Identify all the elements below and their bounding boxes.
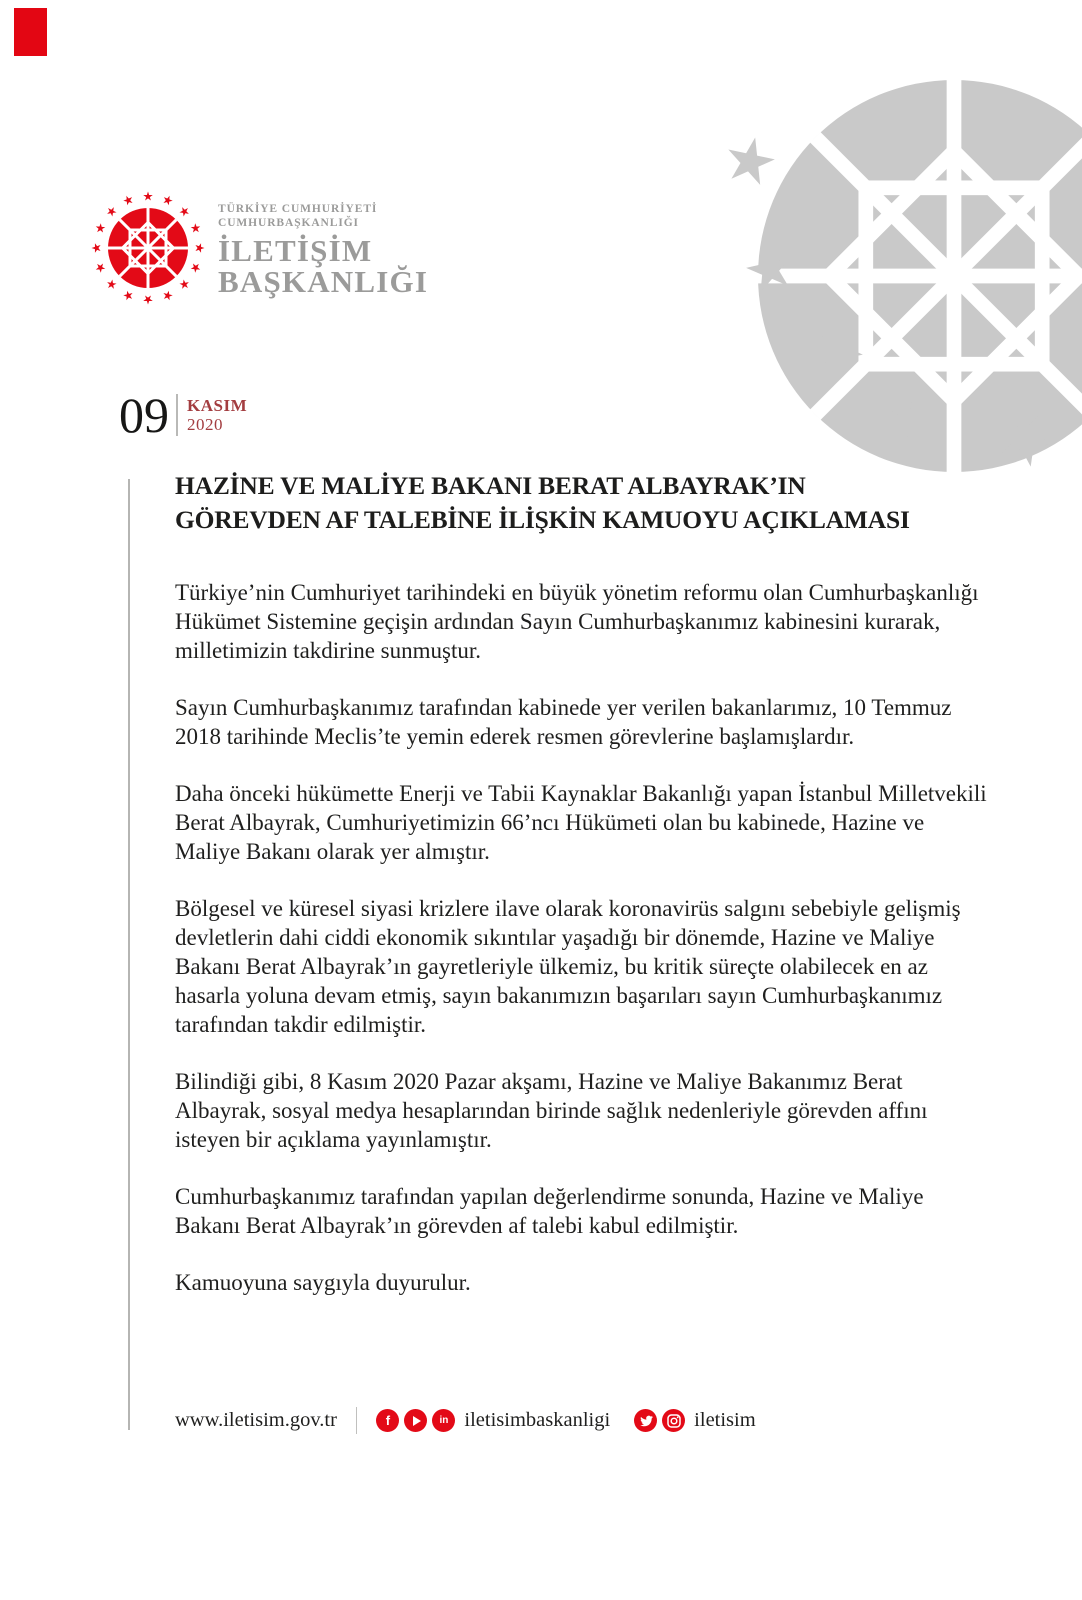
instagram-icon[interactable] [662, 1409, 685, 1432]
org-large-line2: BAŞKANLIĞI [218, 264, 429, 299]
footer-divider [356, 1407, 358, 1434]
body-paragraph: Bölgesel ve küresel siyasi krizlere ilave olarak koronavirüs salgını sebebiyle gelişmiş devletlerin dahi ciddi ekonomik sıkıntılar yaşadığı bir dönemde, Hazine ve Maliye Bakanı Berat Albayrak’ın gayretleriyle ülkemiz, bu kritik süreçte olabilecek en az hasarla yoluna devam etmiş, sayın bakanımızın başarıları sayın Cumhurbaşkanımız tarafından takdir edilmiştir. [175, 896, 961, 1037]
facebook-icon[interactable]: f [376, 1409, 399, 1432]
org-small-line2: CUMHURBAŞKANLIĞI [218, 216, 359, 229]
body-paragraph: Sayın Cumhurbaşkanımız tarafından kabinede yer verilen bakanlarımız, 10 Temmuz 2018 tarihinde Meclis’te yemin ederek resmen görevlerine başlamışlardır. [175, 695, 952, 749]
date-divider [176, 394, 178, 436]
watermark-emblem [650, 0, 1082, 500]
closing-line: Kamuoyuna saygıyla duyurulur. [175, 1270, 471, 1295]
twitter-icon[interactable] [634, 1409, 657, 1432]
body-paragraph: Daha önceki hükümette Enerji ve Tabii Kaynaklar Bakanlığı yapan İstanbul Milletvekili Berat Albayrak, Cumhuriyetimizin 66’ncı Hükümeti olan bu kabinede, Hazine ve Maliye Bakanı olarak yer almıştır. [175, 781, 987, 864]
release-body [175, 578, 993, 1297]
youtube-icon[interactable] [404, 1409, 427, 1432]
date-month: KASIM [187, 396, 248, 415]
title-line2: GÖREVDEN AF TALEBİNE İLİŞKİN KAMUOYU AÇIKLAMASI [175, 504, 910, 534]
linkedin-icon[interactable]: in [432, 1409, 455, 1432]
body-paragraph: Cumhurbaşkanımız tarafından yapılan değerlendirme sonunda, Hazine ve Maliye Bakanı Berat Albayrak’ın görevden af talebi kabul edilmiştir. [175, 1184, 924, 1238]
org-large-line1: İLETİŞİM [218, 233, 373, 268]
org-small-line1: TÜRKİYE CUMHURİYETİ [218, 203, 378, 215]
iletisim-baskanligi-logo [90, 190, 206, 306]
website-link[interactable]: www.iletisim.gov.tr [175, 1409, 337, 1431]
footer [175, 1407, 995, 1434]
social-handle-main[interactable]: iletisimbaskanligi [464, 1409, 611, 1431]
social-handle-short[interactable]: iletisim [694, 1409, 756, 1431]
title-line1: HAZİNE VE MALİYE BAKANI BERAT ALBAYRAK’IN [175, 471, 806, 500]
content-left-rule [128, 479, 130, 1430]
logo-sun-emblem [92, 192, 205, 305]
logo-wordmark [218, 203, 428, 297]
body-paragraph: Türkiye’nin Cumhuriyet tarihindeki en büyük yönetim reformu olan Cumhurbaşkanlığı Hükümet Sistemine geçişin ardından Sayın Cumhurbaşkanımız kabinesini kurarak, milletimizin takdirine sunmuştur. [175, 580, 979, 663]
social-icons-secondary [634, 1409, 685, 1432]
body-paragraph: Bilindiği gibi, 8 Kasım 2020 Pazar akşamı, Hazine ve Maliye Bakanımız Berat Albayrak, sosyal medya hesaplarından birinde sağlık nedenleriyle görevden affını isteyen bir açıklama yayınlamıştır. [175, 1069, 928, 1152]
date-day: 09 [119, 387, 169, 443]
page-title [175, 469, 1005, 536]
dateline [119, 387, 248, 443]
corner-red-mark [14, 8, 47, 56]
date-year: 2020 [187, 415, 223, 434]
social-icons-primary [376, 1409, 455, 1432]
